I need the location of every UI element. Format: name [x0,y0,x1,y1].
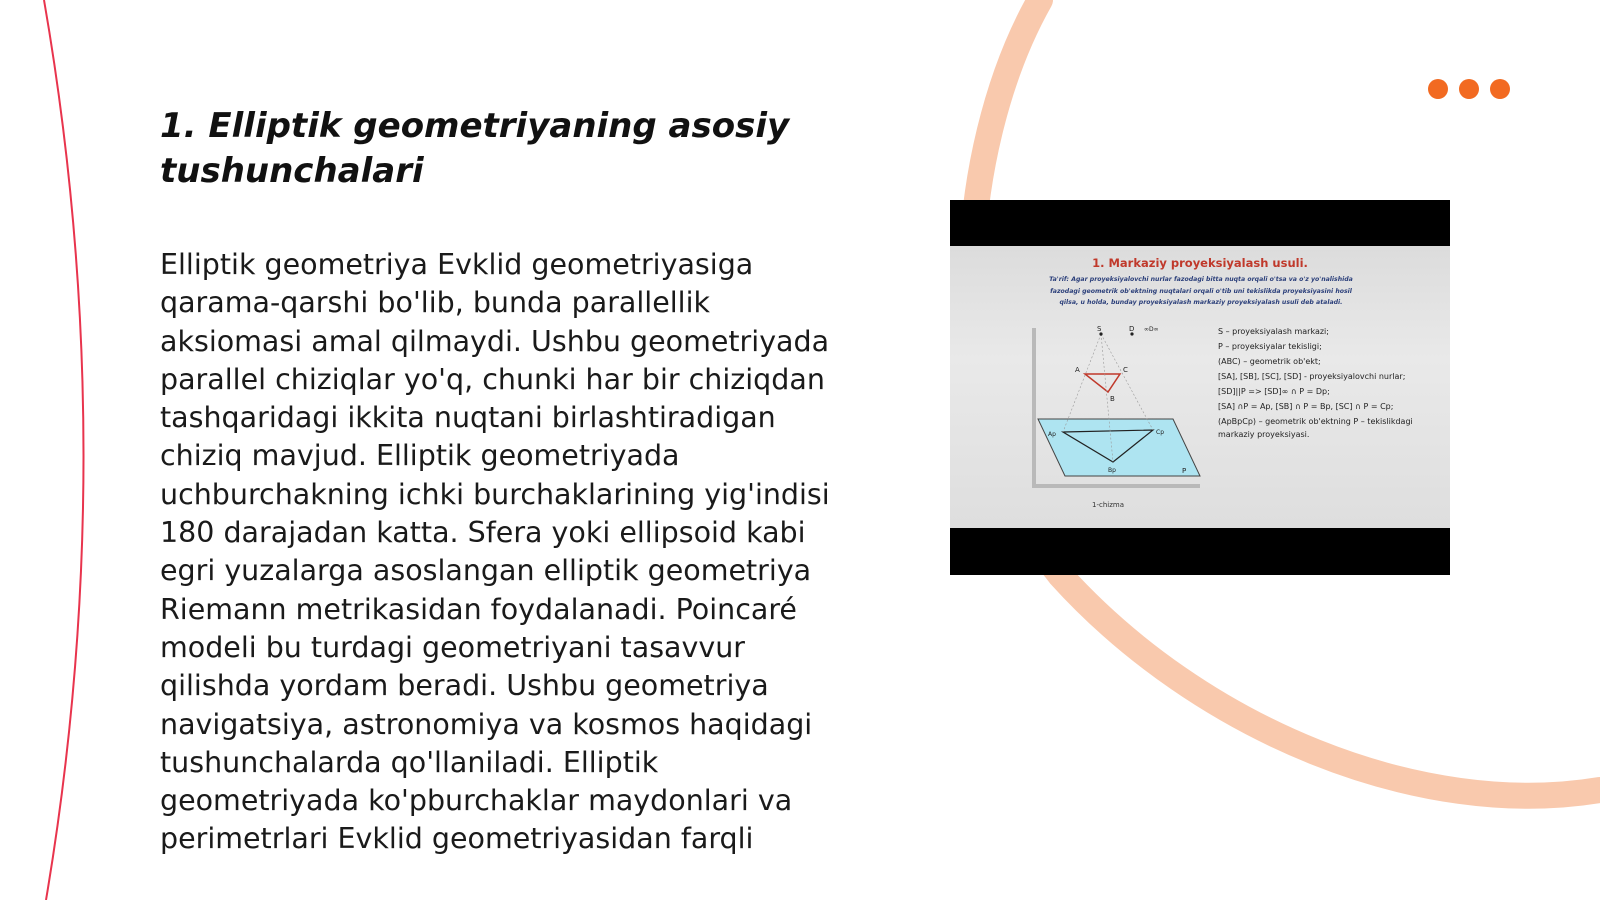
label-cp: Cp [1156,429,1164,436]
list-item: (ApBpCp) – geometrik ob'ektning P – tekislikdagi markaziy proyeksiyasi. [1218,417,1413,439]
slide-title: 1. Elliptik geometriyaning asosiy tushunchalari [160,106,790,191]
object-triangle [1085,374,1120,392]
dot [1490,79,1510,99]
label-d-inf: ∞D∞ [1144,326,1159,333]
list-item: [SD]||P => [SD]∞ ∩ P = Dp; [1218,387,1330,396]
label-a: A [1075,366,1080,374]
embedded-slide-list [1218,326,1438,444]
options-dots [1428,79,1510,99]
embedded-slide-content [950,246,1450,528]
embedded-slide-definition: Ta'rif: Agar proyeksiyalovchi nurlar fazodagi bitta nuqta orqali o'tsa va o'z yo'nalishida fazodagi geometrik ob'ektning nuqtalari orqali o'tib uni tekislikda proyeksiyasini hosil qilsa, u holda, bunday proyeksiyalash markaziy proyeksiyalash usuli deb ataladi. [1049,276,1353,306]
list-item: (ABC) – geometrik ob'ekt; [1218,357,1321,366]
list-item: P – proyeksiyalar tekisligi; [1218,342,1322,351]
label-s: S [1097,326,1102,333]
figure-caption: 1-chizma [1092,501,1124,509]
projection-figure [1030,326,1210,516]
dot [1459,79,1479,99]
decorative-left-line [44,0,84,900]
dot [1428,79,1448,99]
embedded-slide-image [950,200,1450,575]
list-item: [SA], [SB], [SC], [SD] - proyeksiyalovchi nurlar; [1218,372,1406,381]
label-ap: Ap [1048,431,1056,438]
label-c: C [1123,366,1128,374]
projection-plane [1038,419,1200,476]
list-item: [SA] ∩P = Ap, [SB] ∩ P = Bp, [SC] ∩ P = Cp; [1218,402,1394,411]
slide-body-text: Elliptik geometriya Evklid geometriyasiga qarama-qarshi bo'lib, bunda parallellik aksiomasi amal qilmaydi. Ushbu geometriyada parallel chiziqlar yo'q, chunki har bir chiziqdan tashqaridagi ikkita nuqtani birlashtiradigan chiziq mavjud. Elliptik geometriyada uchburchakning ichki burchaklarining yig'indisi 180 darajadan katta. Sfera yoki ellipsoid kabi egri yuzalarga asoslangan elliptik geometriya Riemann metrikasidan foydalanadi. Poincaré modeli bu turdagi geometriyani tasavvur qilishda yordam beradi. Ushbu geometriya navigatsiya, astronomiya va kosmos haqidagi tushunchalarda qo'llaniladi. Elliptik geometriyada ko'pburchaklar maydonlari va perimetrlari Evklid geometriyasidan farqli [160,248,830,856]
label-bp: Bp [1108,467,1116,474]
label-d: D [1129,326,1135,333]
embedded-slide-title: 1. Markaziy proyeksiyalash usuli. [1092,256,1308,270]
label-b: B [1110,395,1115,403]
label-plane: P [1182,467,1187,475]
list-item: S – proyeksiyalash markazi; [1218,327,1329,336]
